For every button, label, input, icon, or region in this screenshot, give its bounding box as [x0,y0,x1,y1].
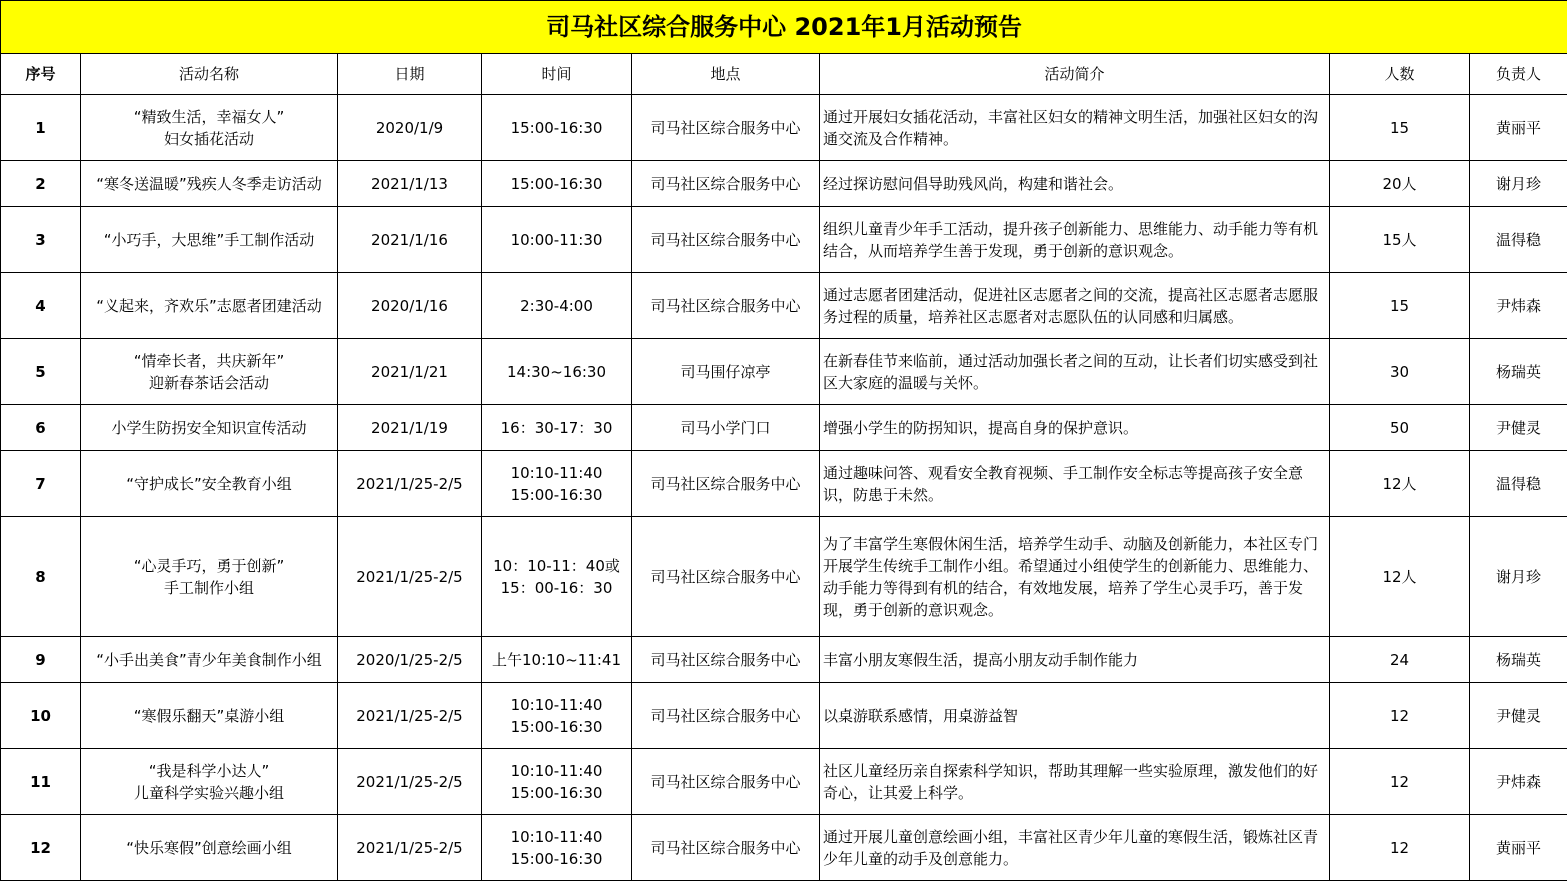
cell-time [482,749,632,815]
cell-no: 1 [1,95,81,161]
table-row [1,451,1567,517]
table-row [1,517,1567,637]
cell-date: 2020/1/9 [338,95,482,161]
cell-date: 2021/1/13 [338,161,482,207]
cell-time-line: 10:10-11:40 [510,463,603,482]
cell-name-line: “小手出美食”青少年美食制作小组 [96,650,322,669]
header-leader: 负责人 [1470,54,1567,95]
cell-name [81,161,338,207]
cell-desc: 通过开展妇女插花活动，丰富社区妇女的精神文明生活，加强社区妇女的沟通交流及合作精神。 [820,95,1330,161]
cell-name [81,815,338,881]
cell-leader: 尹炜森 [1470,273,1567,339]
cell-name [81,339,338,405]
cell-name-line: 迎新春茶话会活动 [148,373,269,392]
cell-time [482,405,632,451]
table-row [1,95,1567,161]
cell-time-line: 10:10-11:40 [510,827,603,846]
cell-place: 司马社区综合服务中心 [632,749,820,815]
cell-leader: 温得稳 [1470,207,1567,273]
cell-leader: 尹健灵 [1470,683,1567,749]
cell-place: 司马社区综合服务中心 [632,683,820,749]
cell-leader: 尹健灵 [1470,405,1567,451]
cell-name-line: 妇女插花活动 [163,129,254,148]
cell-count: 12 [1330,815,1470,881]
cell-time-line: 上午10:10~11:41 [491,650,622,669]
cell-count: 12 [1330,749,1470,815]
cell-time-line: 2:30-4:00 [520,296,593,315]
cell-time [482,637,632,683]
cell-time [482,161,632,207]
cell-count: 20人 [1330,161,1470,207]
cell-no: 2 [1,161,81,207]
cell-desc: 丰富小朋友寒假生活，提高小朋友动手制作能力 [820,637,1330,683]
cell-no: 7 [1,451,81,517]
cell-desc: 增强小学生的防拐知识，提高自身的保护意识。 [820,405,1330,451]
cell-time-line: 15：00-16：30 [500,578,613,597]
cell-leader: 黄丽平 [1470,815,1567,881]
cell-count: 30 [1330,339,1470,405]
cell-name [81,749,338,815]
cell-name [81,637,338,683]
cell-place: 司马小学门口 [632,405,820,451]
cell-place: 司马社区综合服务中心 [632,517,820,637]
cell-place: 司马社区综合服务中心 [632,273,820,339]
cell-time-line: 15:00-16:30 [510,174,603,193]
cell-place: 司马社区综合服务中心 [632,637,820,683]
cell-desc: 以桌游联系感情，用桌游益智 [820,683,1330,749]
cell-place: 司马围仔凉亭 [632,339,820,405]
cell-desc: 经过探访慰问倡导助残风尚，构建和谐社会。 [820,161,1330,207]
cell-count: 15 [1330,273,1470,339]
cell-name-line: 小学生防拐安全知识宣传活动 [111,418,307,437]
cell-name-line: 儿童科学实验兴趣小组 [133,783,284,802]
cell-name-line: “我是科学小达人” [148,761,270,780]
table-row [1,749,1567,815]
cell-name-line: “小巧手，大思维”手工制作活动 [103,230,315,249]
cell-no: 8 [1,517,81,637]
cell-place: 司马社区综合服务中心 [632,95,820,161]
cell-no: 5 [1,339,81,405]
cell-name [81,683,338,749]
header-date: 日期 [338,54,482,95]
cell-no: 12 [1,815,81,881]
cell-name [81,451,338,517]
table-row [1,273,1567,339]
cell-name [81,273,338,339]
table-row [1,815,1567,881]
cell-time-line: 10:00-11:30 [510,230,603,249]
table-row [1,637,1567,683]
header-count: 人数 [1330,54,1470,95]
cell-desc: 为了丰富学生寒假休闲生活，培养学生动手、动脑及创新能力，本社区专门开展学生传统手工制作小组。希望通过小组使学生的创新能力、思维能力、动手能力等得到有机的结合，有效地发展，培养了学生心灵手巧，善于发现，勇于创新的意识观念。 [820,517,1330,637]
cell-date: 2021/1/16 [338,207,482,273]
table-row [1,339,1567,405]
cell-desc: 社区儿童经历亲自探索科学知识，帮助其理解一些实验原理，激发他们的好奇心，让其爱上科学。 [820,749,1330,815]
cell-date: 2021/1/25-2/5 [338,451,482,517]
cell-leader: 谢月珍 [1470,161,1567,207]
header-time: 时间 [482,54,632,95]
cell-time-line: 16：30-17：30 [500,418,613,437]
cell-time-line: 15:00-16:30 [510,783,603,802]
cell-desc: 在新春佳节来临前，通过活动加强长者之间的互动，让长者们切实感受到社区大家庭的温暖与关怀。 [820,339,1330,405]
cell-name-line: “精致生活，幸福女人” [133,107,285,126]
page-title: 司马社区综合服务中心 2021年1月活动预告 [1,1,1567,54]
cell-name [81,405,338,451]
cell-name-line: “寒冬送温暖”残疾人冬季走访活动 [96,174,322,193]
cell-no: 3 [1,207,81,273]
cell-leader: 黄丽平 [1470,95,1567,161]
cell-leader: 尹炜森 [1470,749,1567,815]
cell-time [482,815,632,881]
table-row [1,405,1567,451]
cell-name [81,95,338,161]
cell-count: 12人 [1330,451,1470,517]
cell-time-line: 14:30~16:30 [506,362,607,381]
cell-no: 9 [1,637,81,683]
cell-place: 司马社区综合服务中心 [632,451,820,517]
cell-leader: 温得稳 [1470,451,1567,517]
cell-time-line: 10:10-11:40 [510,695,603,714]
cell-date: 2021/1/25-2/5 [338,749,482,815]
cell-no: 10 [1,683,81,749]
cell-time [482,207,632,273]
cell-place: 司马社区综合服务中心 [632,815,820,881]
cell-date: 2020/1/25-2/5 [338,637,482,683]
cell-name-line: 手工制作小组 [163,578,254,597]
cell-count: 50 [1330,405,1470,451]
cell-time [482,683,632,749]
cell-name-line: “守护成长”安全教育小组 [126,474,292,493]
cell-name-line: “情牵长者，共庆新年” [133,351,285,370]
cell-time [482,339,632,405]
cell-date: 2021/1/25-2/5 [338,683,482,749]
table-row [1,207,1567,273]
cell-time [482,273,632,339]
header-place: 地点 [632,54,820,95]
header-desc: 活动简介 [820,54,1330,95]
table-row [1,161,1567,207]
table-row [1,683,1567,749]
cell-name-line: “义起来，齐欢乐”志愿者团建活动 [96,296,322,315]
cell-date: 2021/1/21 [338,339,482,405]
cell-name [81,517,338,637]
header-row [1,54,1567,95]
header-no: 序号 [1,54,81,95]
cell-date: 2020/1/16 [338,273,482,339]
cell-date: 2021/1/19 [338,405,482,451]
cell-time [482,95,632,161]
cell-desc: 通过开展儿童创意绘画小组，丰富社区青少年儿童的寒假生活，锻炼社区青少年儿童的动手及创意能力。 [820,815,1330,881]
cell-time-line: 10：10-11：40或 [493,556,620,575]
cell-desc: 组织儿童青少年手工活动，提升孩子创新能力、思维能力、动手能力等有机结合，从而培养学生善于发现，勇于创新的意识观念。 [820,207,1330,273]
header-name: 活动名称 [81,54,338,95]
cell-name-line: “快乐寒假”创意绘画小组 [126,838,292,857]
cell-name [81,207,338,273]
cell-date: 2021/1/25-2/5 [338,815,482,881]
cell-count: 15 [1330,95,1470,161]
cell-time [482,517,632,637]
cell-time-line: 10:10-11:40 [510,761,603,780]
cell-place: 司马社区综合服务中心 [632,207,820,273]
cell-date: 2021/1/25-2/5 [338,517,482,637]
cell-time-line: 15:00-16:30 [510,118,603,137]
cell-time-line: 15:00-16:30 [510,849,603,868]
cell-no: 11 [1,749,81,815]
cell-desc: 通过趣味问答、观看安全教育视频、手工制作安全标志等提高孩子安全意识，防患于未然。 [820,451,1330,517]
cell-desc: 通过志愿者团建活动，促进社区志愿者之间的交流，提高社区志愿者志愿服务过程的质量，培养社区志愿者对志愿队伍的认同感和归属感。 [820,273,1330,339]
cell-count: 24 [1330,637,1470,683]
cell-count: 12 [1330,683,1470,749]
cell-leader: 杨瑞英 [1470,339,1567,405]
cell-time-line: 15:00-16:30 [510,717,603,736]
cell-no: 6 [1,405,81,451]
cell-count: 15人 [1330,207,1470,273]
cell-name-line: “心灵手巧，勇于创新” [133,556,285,575]
cell-no: 4 [1,273,81,339]
cell-place: 司马社区综合服务中心 [632,161,820,207]
cell-time-line: 15:00-16:30 [510,485,603,504]
cell-name-line: “寒假乐翻天”桌游小组 [133,706,285,725]
cell-count: 12人 [1330,517,1470,637]
cell-time [482,451,632,517]
cell-leader: 杨瑞英 [1470,637,1567,683]
cell-leader: 谢月珍 [1470,517,1567,637]
